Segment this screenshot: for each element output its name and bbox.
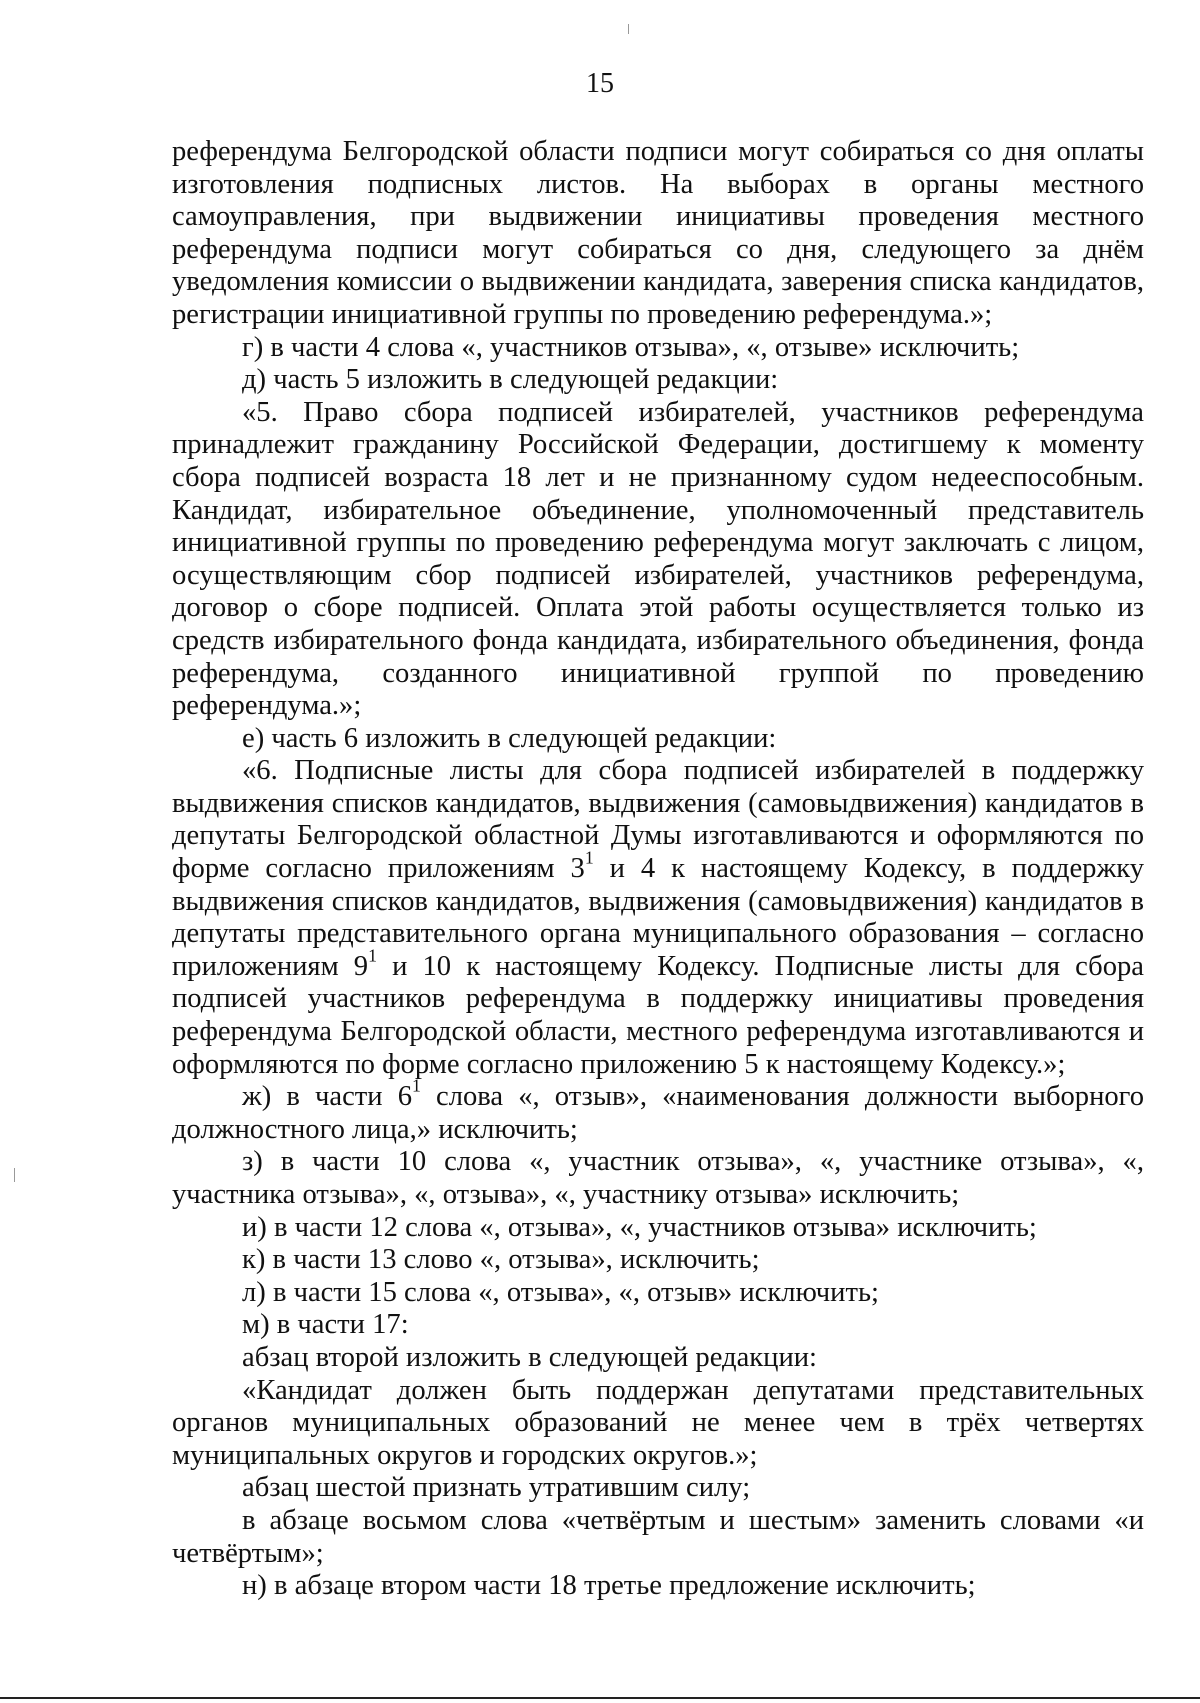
paragraph-item-i: и) в части 12 слова «, отзыва», «, участников отзыва» исключить; [242,1211,1037,1243]
document-body [172,136,1144,1603]
part-6-text-a: «6. Подписные листы для сбора подписей избирателей в поддержку выдвижения списков кандидатов, выдвижения (самовыдвижения) кандидатов в депутаты Белгородской областной Думы изготавливаются и оформляются по форме согласно приложениям 3 [172,755,1144,885]
paragraph-continuation: референдума Белгородской области подписи могут собираться со дня оплаты изготовления подписных листов. На выборах в органы местного самоуправления, при выдвижении инициативы проведения местного референдума подписи могут собираться со дня, следующего за днём уведомления комиссии о выдвижении кандидата, заверения списка кандидатов, регистрации инициативной группы по проведению референдума.»; [172,136,1144,330]
paragraph-abzac-8: в абзаце восьмом слова «четвёртым и шестым» заменить словами «и четвёртым»; [172,1504,1144,1569]
paragraph-item-n: н) в абзаце втором части 18 третье предложение исключить; [242,1570,976,1602]
paragraph-item-m: м) в части 17: [242,1309,409,1341]
paragraph-part-6-text [172,755,1144,1081]
paragraph-item-k: к) в части 13 слово «, отзыва», исключить; [242,1244,760,1276]
paragraph-item-l: л) в части 15 слова «, отзыва», «, отзыв» исключить; [242,1276,879,1308]
paragraph-abzac-2: абзац второй изложить в следующей редакции: [242,1341,818,1373]
paragraph-item-d: д) часть 5 изложить в следующей редакции: [242,364,779,396]
paragraph-item-z: з) в части 10 слова «, участник отзыва», «, участнике отзыва», «, участника отзыва», «, отзыва», «, участнику отзыва» исключить; [172,1146,1144,1210]
page-number: 15 [586,68,614,99]
superscript: 1 [368,945,377,966]
scan-mark [628,24,629,34]
paragraph-item-zh [172,1075,1144,1146]
paragraph-item-e: е) часть 6 изложить в следующей редакции: [242,722,777,754]
superscript: 1 [412,1075,421,1096]
part-6-text-c: и 10 к настоящему Кодексу. Подписные листы для сбора подписей участников референдума в поддержку инициативы проведения референдума Белгородской области, местного референдума изготавливаются и оформляются по форме согласно приложению 5 к настоящему Кодексу.»; [172,950,1144,1080]
paragraph-part-5-text: «5. Право сбора подписей избирателей, участников референдума принадлежит гражданину Российской Федерации, достигшему к моменту сбора подписей возраста 18 лет и не признанному судом недееспособным. Кандидат, избирательное объединение, уполномоченный представитель инициативной группы по проведению референдума могут заключать с лицом, осуществляющим сбор подписей избирателей, участников референдума, договор о сборе подписей. Оплата этой работы осуществляется только из средств избирательного фонда кандидата, избирательного объединения, фонда референдума, созданного инициативной группой по проведению референдума.»; [172,396,1144,722]
item-zh-text-a: ж) в части 6 [242,1081,413,1113]
scan-mark [14,1168,15,1182]
scan-edge-line [0,1697,1200,1699]
superscript: 1 [584,847,594,868]
paragraph-item-g: г) в части 4 слова «, участников отзыва», «, отзыве» исключить; [242,331,1020,363]
item-zh-text-b: слова «, отзыв», «наименования должности выборного должностного лица,» исключить; [172,1081,1144,1145]
part-6-text-b: и 4 к настоящему Кодексу, в поддержку выдвижения списков кандидатов, выдвижения (самовыдвижения) кандидатов в депутаты представительного органа муниципального образования – согласно приложениям 9 [172,853,1144,982]
paragraph-abzac-6: абзац шестой признать утратившим силу; [242,1472,751,1504]
paragraph-candidate-text: «Кандидат должен быть поддержан депутатами представительных органов муниципальных образований не менее чем в трёх четвертях муниципальных округов и городских округов.»; [172,1374,1144,1471]
